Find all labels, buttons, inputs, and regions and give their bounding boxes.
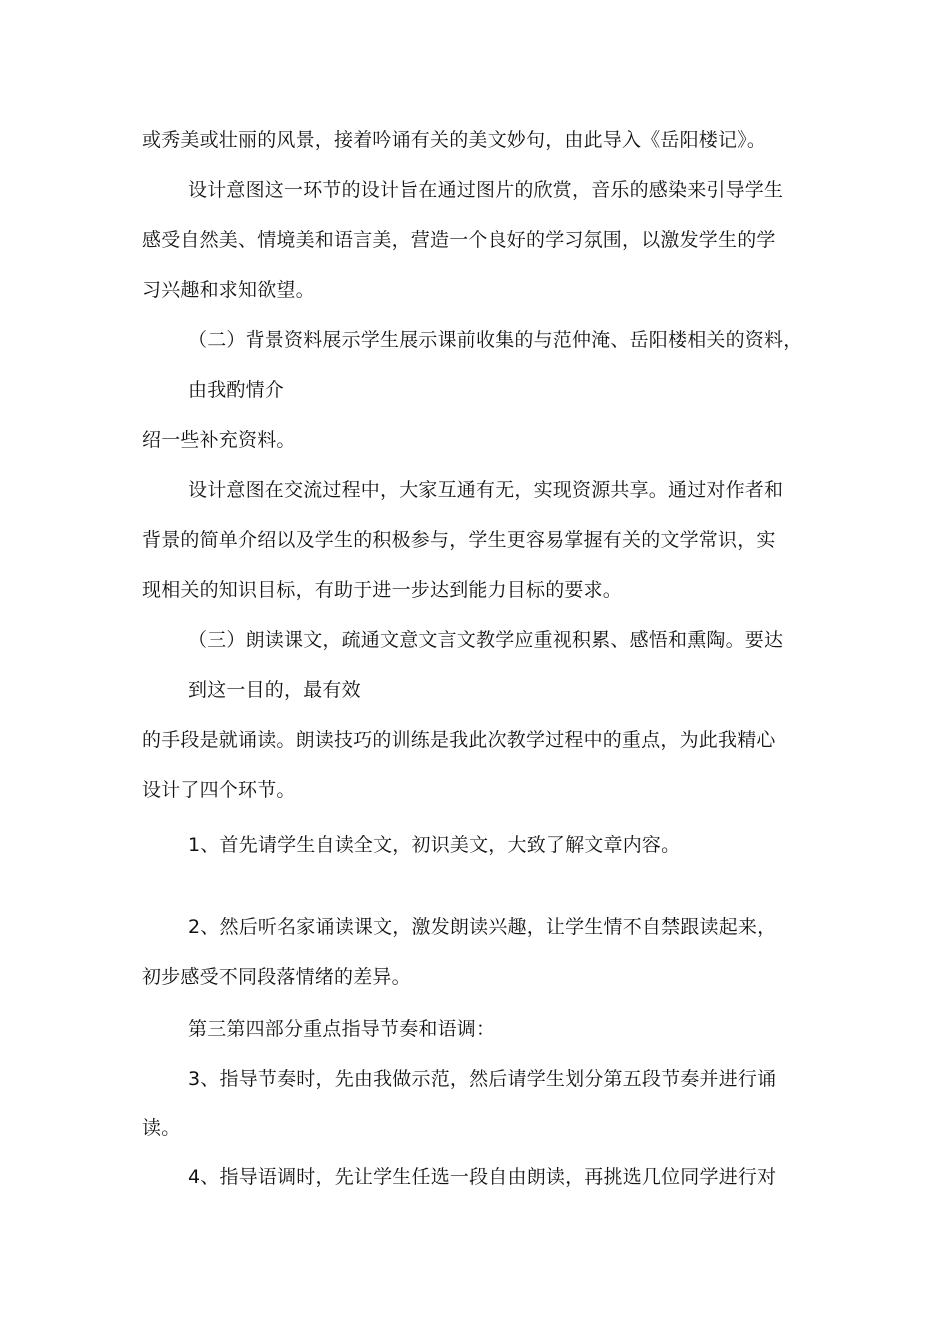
text-line: 设计意图这一环节的设计旨在通过图片的欣赏，音乐的感染来引导学生 bbox=[188, 179, 784, 201]
text-line: 第三第四部分重点指导节奏和语调： bbox=[188, 1018, 496, 1040]
list-item-2: 2、然后听名家诵读课文，激发朗读兴趣，让学生情不自禁跟读起来， bbox=[188, 916, 777, 938]
list-item-1: 1、首先请学生自读全文，初识美文，大致了解文章内容。 bbox=[188, 834, 681, 856]
text-line: 设计意图在交流过程中，大家互通有无，实现资源共享。通过对作者和 bbox=[188, 479, 784, 501]
text-line: 背景的简单介绍以及学生的积极参与，学生更容易掌握有关的文学常识，实 bbox=[142, 529, 776, 551]
list-item-3: 3、指导节奏时，先由我做示范，然后请学生划分第五段节奏并进行诵 bbox=[188, 1068, 777, 1090]
text-line: 或秀美或壮丽的风景，接着吟诵有关的美文妙句，由此导入《岳阳楼记》。 bbox=[142, 129, 767, 151]
section-heading-line: （二）背景资料展示学生展示课前收集的与范仲淹、岳阳楼相关的资料， bbox=[188, 329, 803, 351]
text-line: 由我酌情介 bbox=[188, 379, 285, 401]
text-line: 到这一目的，最有效 bbox=[188, 679, 361, 701]
text-line: 读。 bbox=[142, 1117, 181, 1139]
text-line: 设计了四个环节。 bbox=[142, 779, 296, 801]
section-heading-line: （三）朗读课文，疏通文意文言文教学应重视积累、感悟和熏陶。要达 bbox=[188, 629, 784, 651]
text-line: 的手段是就诵读。朗读技巧的训练是我此次教学过程中的重点，为此我精心 bbox=[142, 729, 776, 751]
text-line: 初步感受不同段落情绪的差异。 bbox=[142, 966, 411, 988]
text-line: 习兴趣和求知欲望。 bbox=[142, 279, 315, 301]
text-line: 感受自然美、情境美和语言美，营造一个良好的学习氛围，以激发学生的学 bbox=[142, 229, 776, 251]
text-line: 现相关的知识目标，有助于进一步达到能力目标的要求。 bbox=[142, 579, 623, 601]
text-line: 绍一些补充资料。 bbox=[142, 429, 296, 451]
list-item-4: 4、指导语调时，先让学生任选一段自由朗读，再挑选几位同学进行对 bbox=[188, 1166, 777, 1188]
